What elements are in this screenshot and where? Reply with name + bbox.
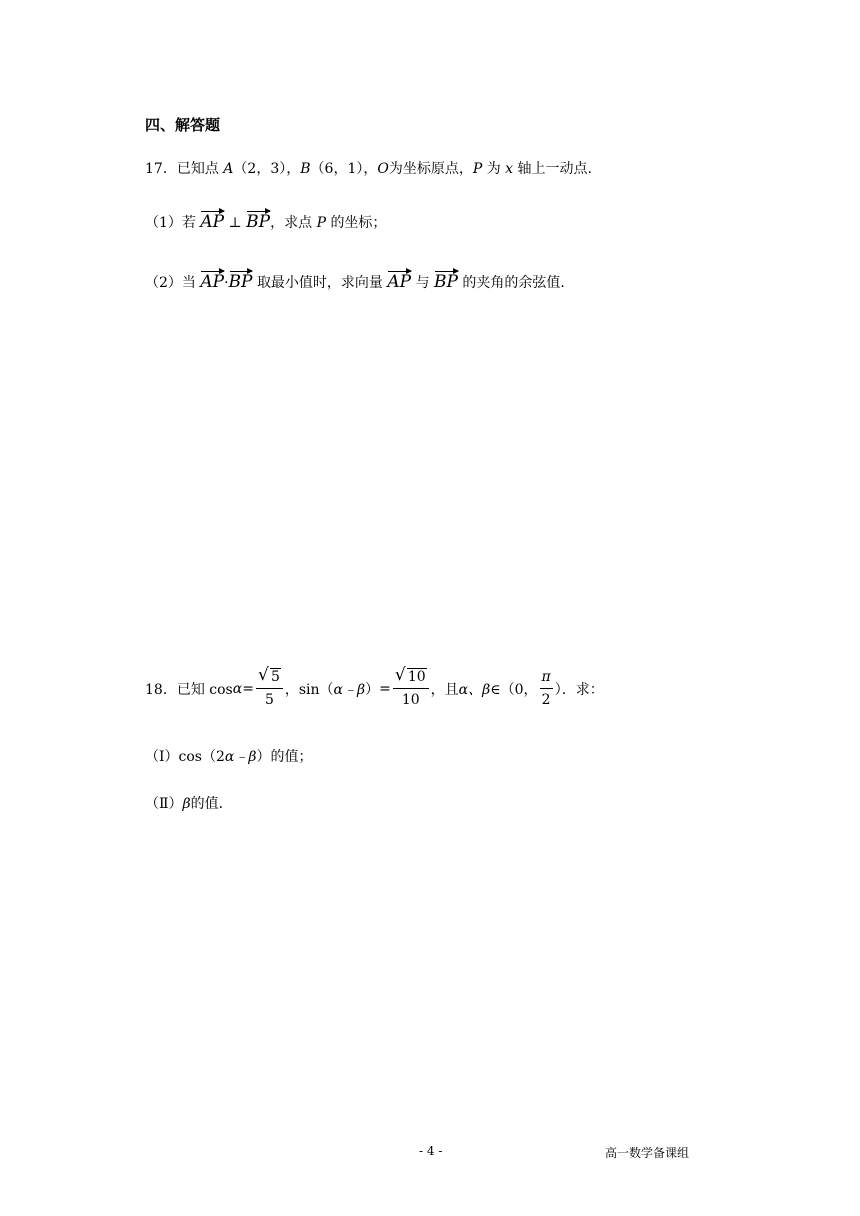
sin-text: sin（ [298,681,334,698]
section-title: 四、解答题 [145,116,221,134]
perp-symbol: ⊥ [228,215,242,231]
q18-part2 [145,793,233,813]
alpha-var: α [232,680,243,697]
q17-text-3: 为 [486,161,501,177]
footer-group: 高一数学备课组 [605,1146,690,1160]
x-axis-var: x [505,161,514,177]
point-b: B [300,161,311,177]
vector-bp: BP [434,272,458,292]
point-p: P [472,161,483,177]
q17-text-4: 轴上一动点. [517,161,592,177]
q17-stem [145,158,592,178]
q17-part1-text-2: 的坐标； [330,215,387,231]
q18-text-3: ）．求： [554,681,604,698]
point-b-coords: （6，1）， [310,161,378,177]
page-number: - 4 - [419,1144,443,1158]
vector-ap: AP [387,272,412,292]
q17-part1-label: （1）若 [145,215,196,231]
point-a: A [223,161,234,177]
q18-text: 已知 cos [176,681,233,698]
fraction-denominator: 2 [541,692,551,708]
fraction-denominator: 10 [401,692,420,708]
q17-part2-and: 与 [415,275,430,291]
fraction-pi-over-2 [540,668,553,709]
fraction-sqrt10-over-10: √ 10 10 [393,668,429,709]
alpha-minus-beta: α﹣β [224,749,257,765]
beta-var: β [182,796,191,812]
pi-symbol: π [540,668,553,689]
fraction-sqrt5-over-5: √ 5 5 [256,668,283,709]
q18-part2-label: （Ⅱ） [145,796,183,812]
vector-ap: AP [200,212,225,232]
q17-part2 [145,272,565,292]
fraction-denominator: 5 [264,692,274,708]
sqrt10-radicand: 10 [407,669,426,685]
alpha-beta: α、β [458,681,491,698]
sqrt5-radicand: 5 [270,669,280,685]
close-paren: ） [365,681,380,698]
q18-part1-text: （Ⅰ）cos（2 [145,749,225,765]
separator: ， [284,681,299,698]
q17-number: 17． [145,161,177,177]
vector-ap: AP [200,272,225,292]
q17-part1-text: ，求点 [270,215,313,231]
point-o: O [377,161,389,177]
q18-text-2: ，且 [430,681,459,698]
q17-part1 [145,212,386,232]
q17-part2-text: 取最小值时，求向量 [256,275,383,291]
q17-text: 已知点 [176,161,219,177]
vector-bp: BP [246,212,271,232]
equals-sign: = [379,680,391,697]
equals-sign: = [242,680,254,697]
interval-open: ∈（0， [490,681,538,698]
point-p: P [316,215,326,231]
q17-part2-text-2: 的夹角的余弦值. [462,275,565,291]
q18-number: 18． [145,681,177,698]
q17-part2-label: （2）当 [145,275,196,291]
q18-part1 [145,746,312,766]
alpha-minus-beta: α﹣β [333,681,366,698]
q18-part1-end: ）的值； [256,749,313,765]
vector-bp: BP [228,272,253,292]
q18-part2-end: 的值． [190,796,233,812]
q17-text-2: 为坐标原点， [388,161,473,177]
q18-stem [145,665,604,709]
point-a-coords: （2，3）， [233,161,301,177]
dot-product-symbol: · [224,275,229,291]
